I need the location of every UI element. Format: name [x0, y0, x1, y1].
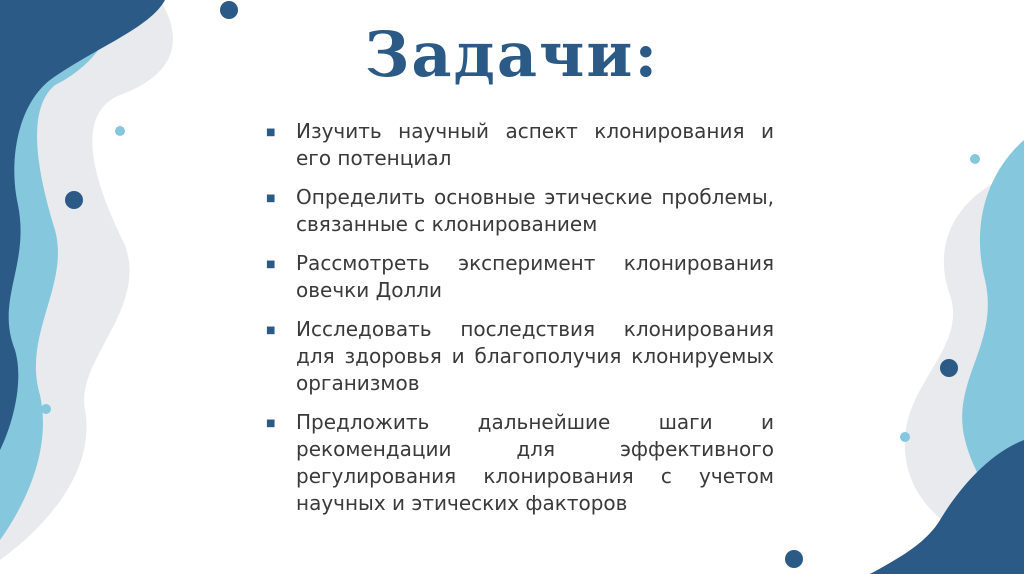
task-list [258, 118, 774, 529]
task-text: Определить основные этические проблемы, связанные с клонированием [296, 185, 774, 236]
task-item [258, 409, 774, 517]
task-text: Рассмотреть эксперимент клонирования овечки Долли [296, 251, 774, 302]
task-item [258, 118, 774, 172]
bullet-icon: ■ [266, 259, 276, 270]
slide-title: Задачи: [364, 18, 660, 91]
dot-bottom [785, 550, 803, 568]
dot-left [65, 191, 83, 209]
bullet-icon: ■ [266, 193, 276, 204]
bullet-icon: ■ [266, 325, 276, 336]
task-item [258, 316, 774, 397]
dot-right-lower [900, 432, 910, 442]
dot-top [220, 1, 238, 19]
dot-left-small [115, 126, 125, 136]
bullet-icon: ■ [266, 127, 276, 138]
dot-right-small [970, 154, 980, 164]
dot-left-bottom [41, 404, 51, 414]
bullet-icon: ■ [266, 418, 276, 429]
task-item [258, 250, 774, 304]
task-text: Предложить дальнейшие шаги и рекомендации для эффективного регулирования клонирования с учетом научных и этических факторов [296, 410, 774, 515]
task-text: Изучить научный аспект клонирования и его потенциал [296, 119, 774, 170]
dot-right [940, 359, 958, 377]
task-item [258, 184, 774, 238]
task-text: Исследовать последствия клонирования для здоровья и благополучия клонируемых организмов [296, 317, 774, 395]
